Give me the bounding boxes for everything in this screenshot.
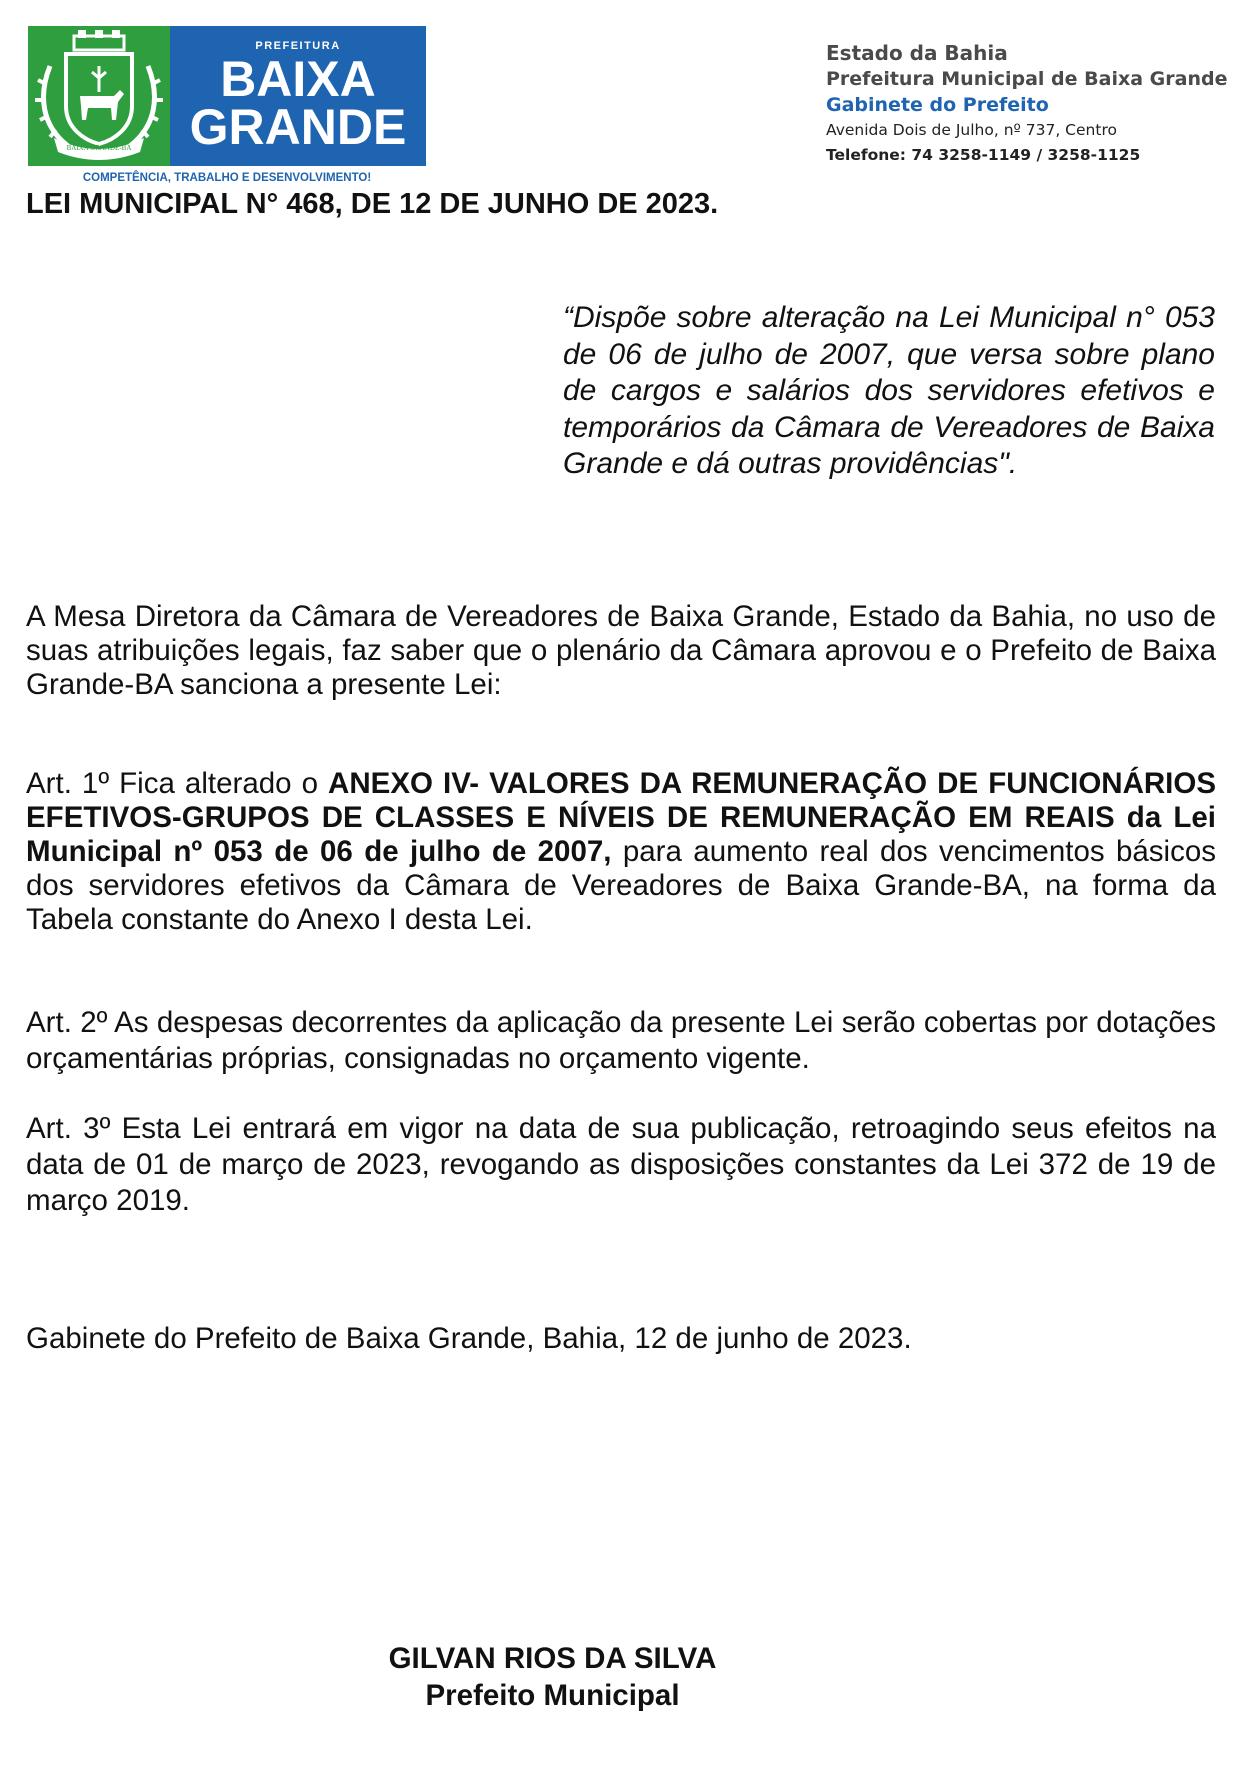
logo-name-line-2: GRANDE	[189, 99, 407, 155]
article-1-prefix: Art. 1º Fica alterado o	[26, 767, 329, 800]
logo-slogan: COMPETÊNCIA, TRABALHO E DESENVOLVIMENTO!	[82, 172, 372, 184]
logo-name-line-1: BAIXA	[220, 51, 376, 107]
prefeitura-name: Prefeitura Municipal de Baixa Grande	[826, 68, 1228, 90]
article-1-bold: ANEXO IV- VALORES DA REMUNERAÇÃO DE FUNCIONÁRIOS EFETIVOS-GRUPOS DE CLASSES E NÍVEIS DE REMUNERAÇÃO EM REAIS da Lei Municipal nº 053 de 06 de julho de 2007,	[26, 767, 1216, 868]
municipal-logo	[28, 26, 428, 192]
intro-paragraph: A Mesa Diretora da Câmara de Vereadores de Baixa Grande, Estado da Bahia, no uso de suas atribuições legais, faz saber que o plenário da Câmara aprovou e o Prefeito de Baixa Grande-BA sanciona a presente Lei:	[26, 600, 1216, 701]
article-3: Art. 3º Esta Lei entrará em vigor na data de sua publicação, retroagindo seus efeitos na data de 01 de março de 2023, revogando as disposições constantes da Lei 372 de 19 de março 2019.	[26, 1112, 1216, 1217]
logo-name-panel	[170, 26, 426, 166]
address: Avenida Dois de Julho, nº 737, Centro	[826, 121, 1117, 139]
institution-info	[826, 40, 1226, 168]
law-summary: “Dispõe sobre alteração na Lei Municipal n° 053 de 06 de julho de 2007, que versa sobre plano de cargos e salários dos servidores efetivos e temporários da Câmara de Vereadores de Baixa Grande e dá outras providências".	[563, 301, 1215, 480]
law-title: LEI MUNICIPAL N° 468, DE 12 DE JUNHO DE 2023.	[26, 188, 719, 220]
state-name: Estado da Bahia	[826, 41, 1008, 65]
signer-name: GILVAN RIOS DA SILVA	[388, 1642, 717, 1675]
article-1-rest: para aumento real dos vencimentos básicos dos servidores efetivos da Câmara de Vereadores de Baixa Grande-BA, na forma da Tabela constante do Anexo I desta Lei.	[26, 835, 1217, 936]
logo-prefeitura-label: PREFEITURA	[255, 40, 341, 52]
phone: Telefone: 74 3258-1149 / 3258-1125	[826, 146, 1141, 164]
signer-role: Prefeito Municipal	[425, 1679, 680, 1712]
crest-label: BAIXA GRANDE-BA	[66, 144, 132, 152]
crest-panel	[28, 26, 170, 166]
logo-box	[28, 26, 426, 166]
closing-line: Gabinete do Prefeito de Baixa Grande, Bahia, 12 de junho de 2023.	[26, 1322, 912, 1355]
signature-block	[300, 1640, 805, 1714]
gabinete-name: Gabinete do Prefeito	[826, 94, 1049, 116]
article-2: Art. 2º As despesas decorrentes da aplicação da presente Lei serão cobertas por dotações orçamentárias próprias, consignadas no orçamento vigente.	[26, 1006, 1216, 1075]
article-1	[26, 767, 1216, 937]
